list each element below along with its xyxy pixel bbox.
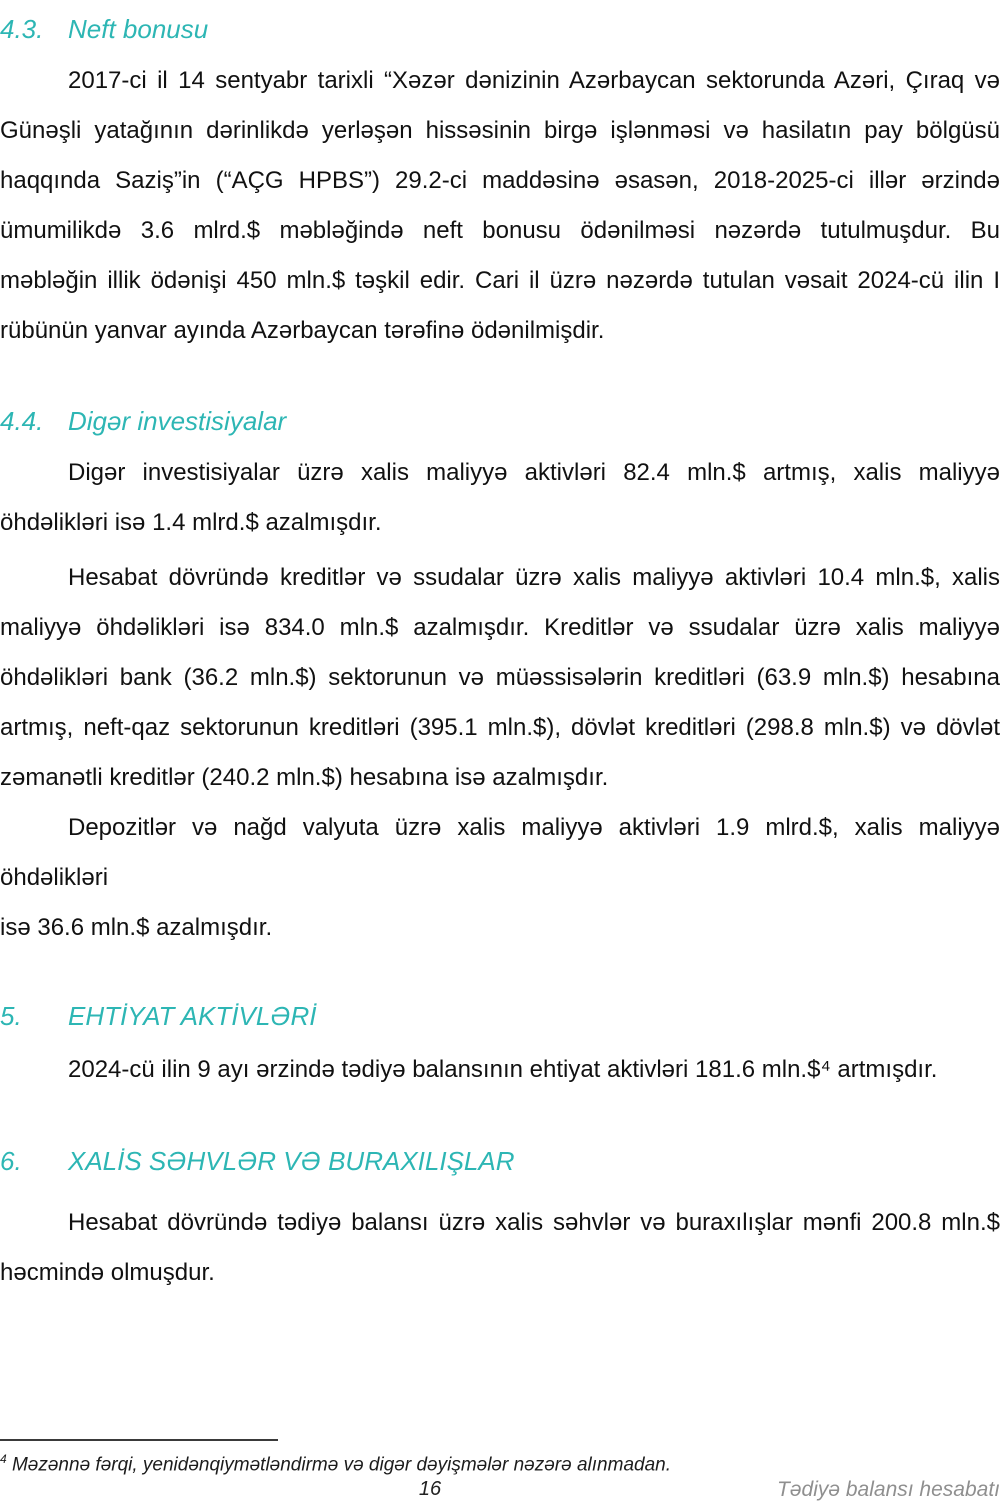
paragraph-line: həcmində olmuşdur. xyxy=(0,1259,215,1286)
paragraph-line: Hesabat dövründə kreditlər və ssudalar üzrə xalis maliyyə aktivləri 10.4 mln.$, xalis xyxy=(68,564,1000,591)
section-number: 5. xyxy=(0,1001,22,1031)
paragraph xyxy=(0,1198,1000,1298)
paragraph xyxy=(0,553,1000,803)
section-heading xyxy=(0,402,1000,440)
page-number: 16 xyxy=(418,1478,442,1500)
section-number: 6. xyxy=(0,1146,22,1176)
paragraph xyxy=(0,1045,1000,1095)
paragraph xyxy=(0,803,1000,953)
paragraph-line: məbləğin illik ödənişi 450 mln.$ təşkil edir. Cari il üzrə nəzərdə tutulan vəsait 2024-cü ilin I xyxy=(0,267,1000,294)
footnote-separator xyxy=(0,1439,278,1441)
section-heading xyxy=(0,997,1000,1035)
paragraph-line: haqqında Saziş”in (“AÇG HPBS”) 29.2-ci maddəsinə əsasən, 2018-2025-ci illər ərzində xyxy=(0,167,1000,194)
footer-report-title: Tədiyə balansı hesabatı xyxy=(777,1478,1000,1501)
footnote xyxy=(0,1452,980,1476)
paragraph-line: zəmanətli kreditlər (240.2 mln.$) hesabına isə azalmışdır. xyxy=(0,764,609,791)
paragraph-line: 2024-cü ilin 9 ayı ərzində tədiyə balansının ehtiyat aktivləri 181.6 mln.$⁴ artmışdır. xyxy=(68,1056,938,1083)
paragraph-line: isə 36.6 mln.$ azalmışdır. xyxy=(0,914,273,941)
footnote-marker: 4 xyxy=(0,1452,7,1466)
paragraph-line: öhdəlikləri bank (36.2 mln.$) sektorunun və müəssisələrin kreditləri (63.9 mln.$) hesabına xyxy=(0,664,1000,691)
paragraph xyxy=(0,56,1000,356)
section-number: 4.4. xyxy=(0,406,44,436)
paragraph-line: Depozitlər və nağd valyuta üzrə xalis maliyyə aktivləri 1.9 mlrd.$, xalis maliyyə öhdəlikləri xyxy=(0,814,1000,891)
paragraph-line: Digər investisiyalar üzrə xalis maliyyə aktivləri 82.4 mln.$ artmış, xalis maliyyə xyxy=(68,459,1000,486)
section-heading xyxy=(0,10,1000,48)
paragraph-line: ümumilikdə 3.6 mlrd.$ məbləğində neft bonusu ödənilməsi nəzərdə tutulmuşdur. Bu xyxy=(0,217,1000,244)
section-heading xyxy=(0,1142,1000,1180)
paragraph-line: maliyyə öhdəlikləri isə 834.0 mln.$ azalmışdır. Kreditlər və ssudalar üzrə xalis maliyyə xyxy=(0,614,1000,641)
section-title: Digər investisiyalar xyxy=(68,406,287,436)
paragraph-line: öhdəlikləri isə 1.4 mlrd.$ azalmışdır. xyxy=(0,509,382,536)
paragraph-line: rübünün yanvar ayında Azərbaycan tərəfinə ödənilmişdir. xyxy=(0,317,605,344)
section-number: 4.3. xyxy=(0,14,44,44)
paragraph-line: Hesabat dövründə tədiyə balansı üzrə xalis səhvlər və buraxılışlar mənfi 200.8 mln.$ xyxy=(68,1209,1000,1236)
paragraph-line: Günəşli yatağının dərinlikdə yerləşən hissəsinin birgə işlənməsi və hasilatın pay bölgüsü xyxy=(0,117,1000,144)
section-title: XALİS SƏHVLƏR VƏ BURAXILIŞLAR xyxy=(68,1146,515,1176)
section-title: Neft bonusu xyxy=(68,14,209,44)
paragraph xyxy=(0,448,1000,548)
footnote-text: Məzənnə fərqi, yenidənqiymətləndirmə və digər dəyişmələr nəzərə alınmadan. xyxy=(11,1454,671,1476)
paragraph-line: artmış, neft-qaz sektorunun kreditləri (395.1 mln.$), dövlət kreditləri (298.8 mln.$) və dövlət xyxy=(0,714,1000,741)
section-title: EHTİYAT AKTİVLƏRİ xyxy=(68,1001,317,1031)
paragraph-line: 2017-ci il 14 sentyabr tarixli “Xəzər dənizinin Azərbaycan sektorunda Azəri, Çıraq və xyxy=(68,67,1000,94)
